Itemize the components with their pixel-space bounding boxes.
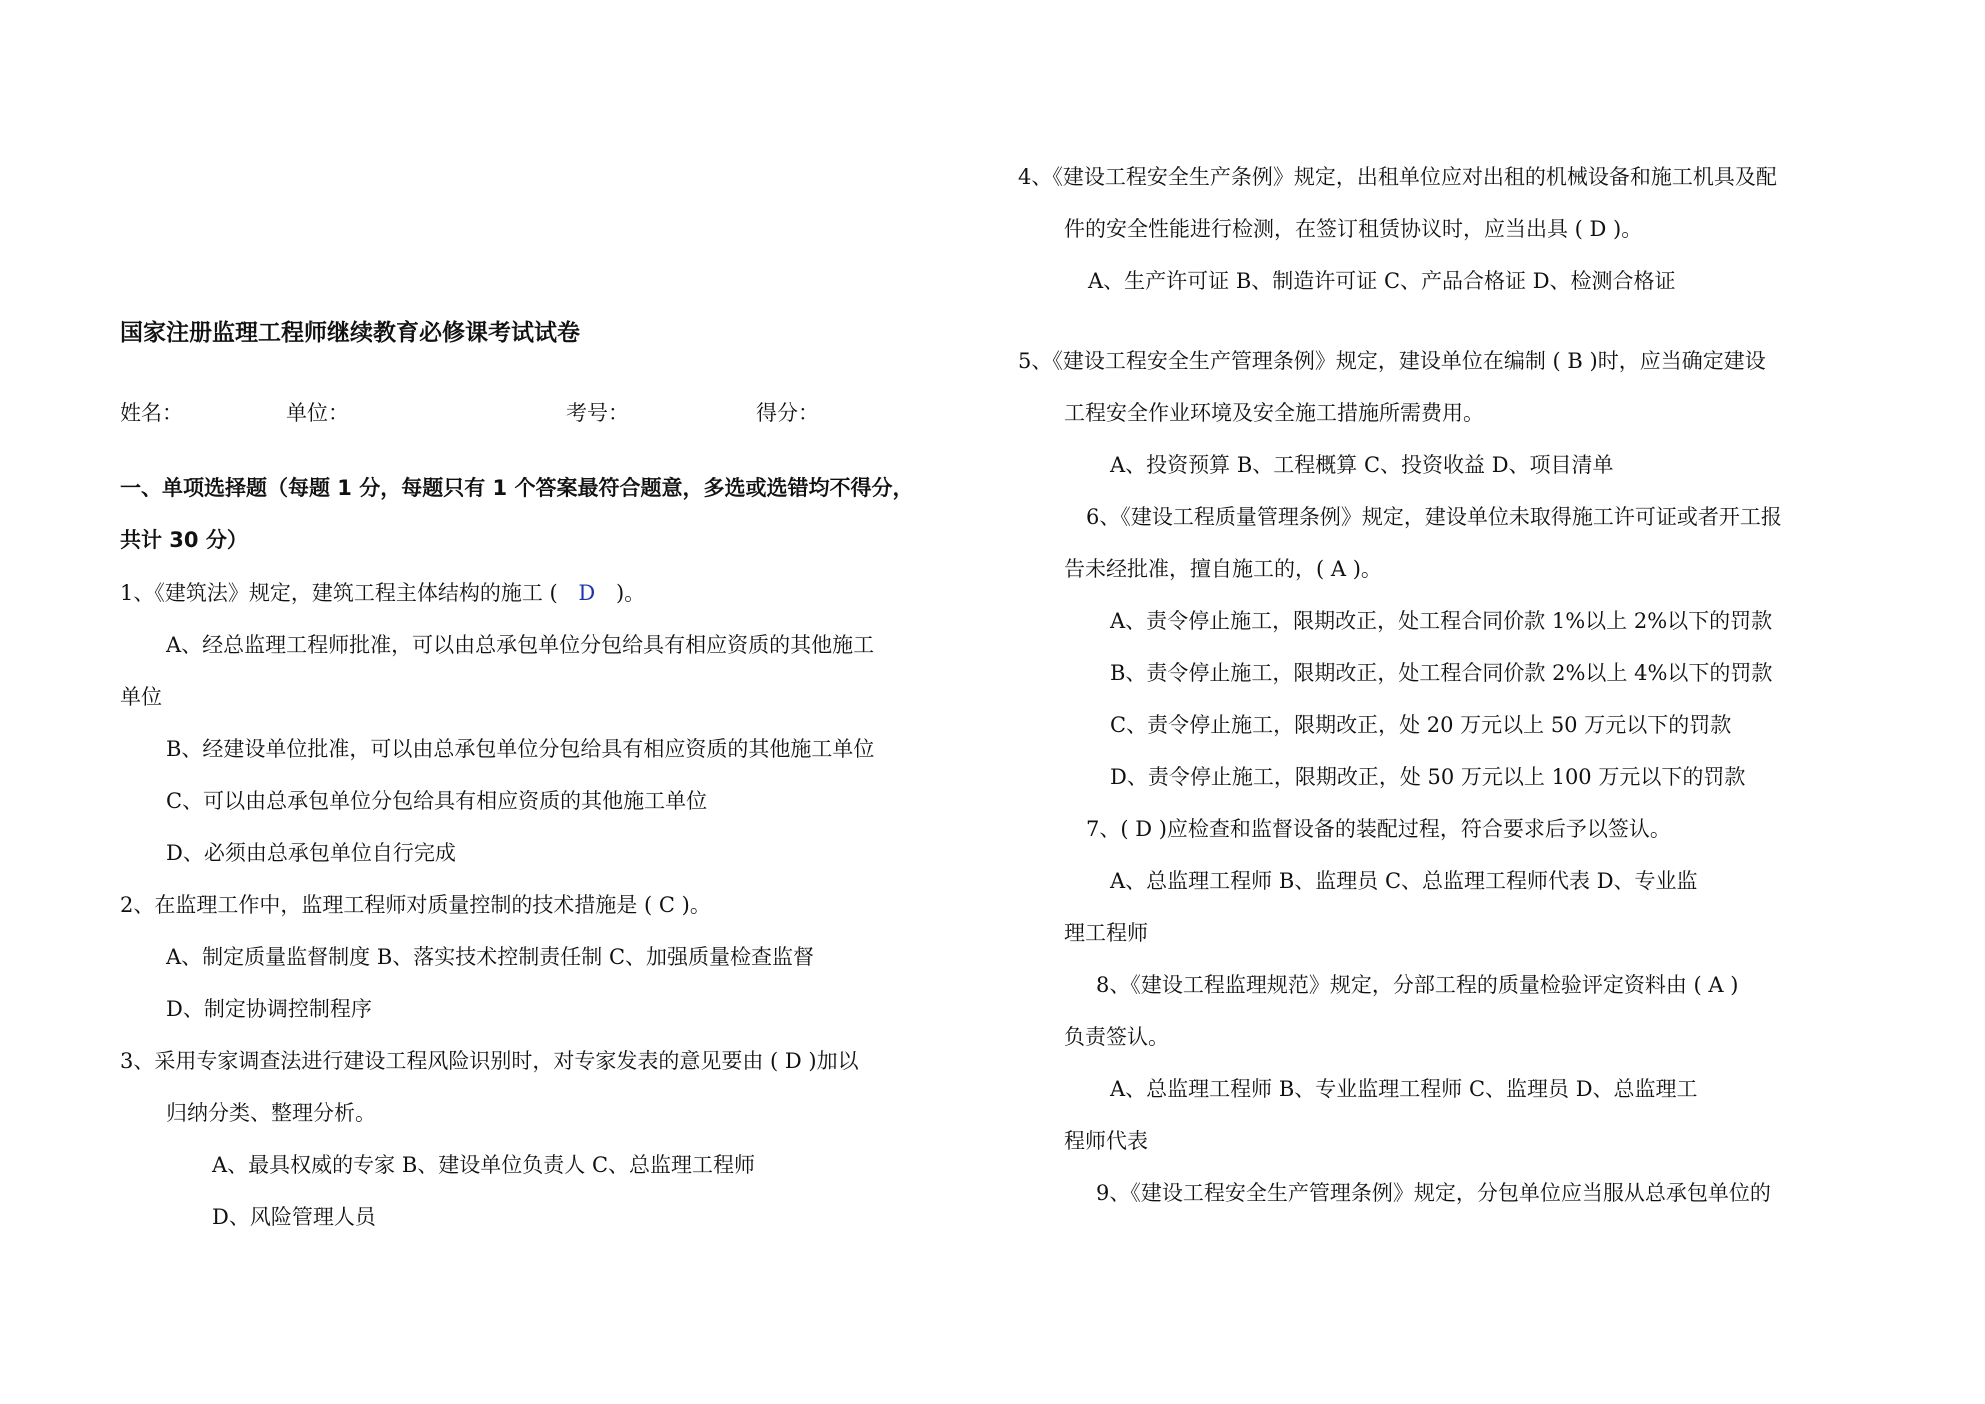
q3-stem-line1: 3、采用专家调查法进行建设工程风险识别时，对专家发表的意见要由 ( D )加以 [120, 1049, 859, 1073]
q3-options: A、最具权威的专家 B、建设单位负责人 C、总监理工程师 [212, 1153, 756, 1177]
section-heading-line2: 共计 30 分） [120, 528, 248, 552]
unit-field-label: 单位： [286, 401, 349, 425]
q4-stem-line2: 件的安全性能进行检测，在签订租赁协议时，应当出具 ( D )。 [1064, 217, 1643, 241]
q1-stem [120, 578, 645, 608]
q4-options: A、生产许可证 B、制造许可证 C、产品合格证 D、检测合格证 [1088, 269, 1676, 293]
q8-stem-line1: 8、《建设工程监理规范》规定，分部工程的质量检验评定资料由 ( A ) [1096, 973, 1739, 997]
q2-stem: 2、在监理工作中，监理工程师对质量控制的技术措施是 ( C )。 [120, 893, 711, 917]
q1-answer: D [578, 581, 596, 605]
q8-options-line2: 程师代表 [1064, 1129, 1148, 1153]
name-field-label: 姓名： [120, 401, 183, 425]
q4-stem-line1: 4、《建设工程安全生产条例》规定，出租单位应对出租的机械设备和施工机具及配 [1018, 165, 1777, 189]
q6-option-c: C、责令停止施工，限期改正，处 20 万元以上 50 万元以下的罚款 [1110, 713, 1732, 737]
q6-option-d: D、责令停止施工，限期改正，处 50 万元以上 100 万元以下的罚款 [1110, 765, 1746, 789]
q1-option-a-line1: A、经总监理工程师批准，可以由总承包单位分包给具有相应资质的其他施工 [166, 633, 875, 657]
q6-stem-line1: 6、《建设工程质量管理条例》规定，建设单位未取得施工许可证或者开工报 [1086, 505, 1782, 529]
page-title: 国家注册监理工程师继续教育必修课考试试卷 [120, 320, 580, 346]
q9-stem-line1: 9、《建设工程安全生产管理条例》规定，分包单位应当服从总承包单位的 [1096, 1181, 1771, 1205]
exam-no-field-label: 考号： [566, 401, 629, 425]
q5-options: A、投资预算 B、工程概算 C、投资收益 D、项目清单 [1110, 453, 1614, 477]
section-heading-line1: 一、单项选择题（每题 1 分，每题只有 1 个答案最符合题意，多选或选错均不得分， [120, 476, 914, 500]
q1-option-b: B、经建设单位批准，可以由总承包单位分包给具有相应资质的其他施工单位 [166, 737, 875, 761]
q5-stem-line1: 5、《建设工程安全生产管理条例》规定，建设单位在编制 ( B )时，应当确定建设 [1018, 349, 1766, 373]
q7-options: A、总监理工程师 B、监理员 C、总监理工程师代表 D、专业监 [1110, 869, 1698, 893]
q8-options: A、总监理工程师 B、专业监理工程师 C、监理员 D、总监理工 [1110, 1077, 1698, 1101]
q1-option-d: D、必须由总承包单位自行完成 [166, 841, 456, 865]
q3-stem-line2: 归纳分类、整理分析。 [166, 1101, 376, 1125]
q5-stem-line2: 工程安全作业环境及安全施工措施所需费用。 [1064, 401, 1484, 425]
q7-options-line2: 理工程师 [1064, 921, 1148, 945]
q2-options: A、制定质量监督制度 B、落实技术控制责任制 C、加强质量检查监督 [166, 945, 815, 969]
q6-option-a: A、责令停止施工，限期改正，处工程合同价款 1%以上 2%以下的罚款 [1110, 609, 1773, 633]
q6-option-b: B、责令停止施工，限期改正，处工程合同价款 2%以上 4%以下的罚款 [1110, 661, 1773, 685]
q8-stem-line2: 负责签认。 [1064, 1025, 1169, 1049]
q1-stem-pre: 1、《建筑法》规定，建筑工程主体结构的施工 ( [120, 581, 558, 605]
q6-stem-line2: 告未经批准，擅自施工的，( A )。 [1064, 557, 1382, 581]
score-field-label: 得分： [756, 401, 819, 425]
q7-stem: 7、( D )应检查和监督设备的装配过程，符合要求后予以签认。 [1086, 817, 1671, 841]
q1-stem-post: )。 [615, 581, 646, 605]
q3-option-d: D、风险管理人员 [212, 1205, 376, 1229]
q2-option-d: D、制定协调控制程序 [166, 997, 372, 1021]
q1-option-a-line2: 单位 [120, 685, 162, 709]
q1-option-c: C、可以由总承包单位分包给具有相应资质的其他施工单位 [166, 789, 708, 813]
